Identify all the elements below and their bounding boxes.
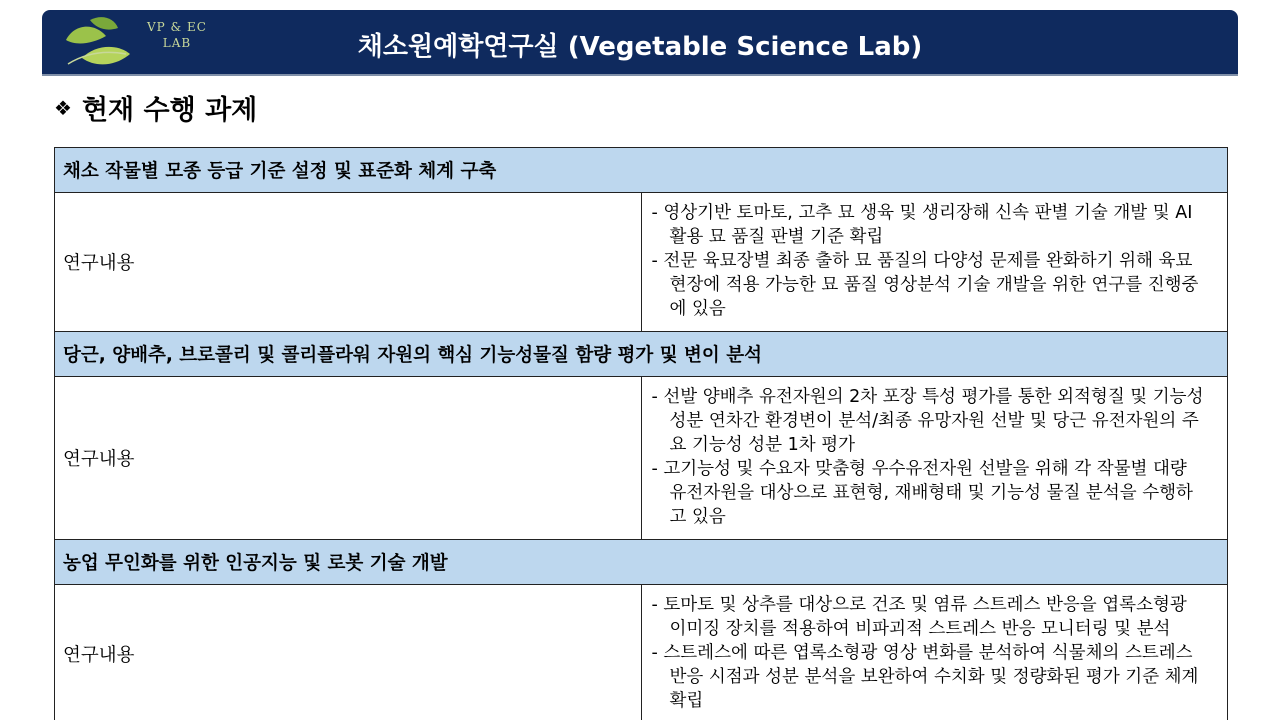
project-title: 채소 작물별 모종 등급 기준 설정 및 표준화 체계 구축 <box>55 148 1228 193</box>
page-title: 채소원예학연구실 (Vegetable Science Lab) <box>357 32 923 62</box>
research-content <box>641 193 1228 332</box>
content-item: - 영상기반 토마토, 고추 묘 생육 및 생리장해 신속 판별 기술 개발 및 AI 활용 묘 품질 판별 기준 확립 <box>651 203 1193 247</box>
content-item: - 토마토 및 상추를 대상으로 건조 및 염류 스트레스 반응을 엽록소형광 이미징 장치를 적용하여 비파괴적 스트레스 반응 모니터링 및 분석 <box>651 595 1187 639</box>
header-banner <box>42 10 1238 76</box>
section-heading <box>54 88 257 127</box>
diamond-bullet-icon: ❖ <box>54 95 72 120</box>
section-heading-text: 현재 수행 과제 <box>81 95 258 126</box>
research-content-label: 연구내용 <box>55 585 642 720</box>
content-item: - 고기능성 및 수요자 맞춤형 우수유전자원 선발을 위해 각 작물별 대량 유전자원을 대상으로 표현형, 재배형태 및 기능성 물질 분석을 수행하고 있음 <box>651 459 1193 527</box>
project-content-row <box>55 377 1228 540</box>
project-content-row <box>55 193 1228 332</box>
project-title: 당근, 양배추, 브로콜리 및 콜리플라워 자원의 핵심 기능성물질 함량 평가 및 변이 분석 <box>55 332 1228 377</box>
research-content-label: 연구내용 <box>55 377 642 540</box>
project-title: 농업 무인화를 위한 인공지능 및 로봇 기술 개발 <box>55 540 1228 585</box>
logo-text-line1: VP & EC <box>147 20 207 34</box>
project-title-row <box>55 540 1228 585</box>
research-content-label: 연구내용 <box>55 193 642 332</box>
project-title-row <box>55 148 1228 193</box>
content-item: - 전문 육묘장별 최종 출하 묘 품질의 다양성 문제를 완화하기 위해 육묘 현장에 적용 가능한 묘 품질 영상분석 기술 개발을 위한 연구를 진행중에 있음 <box>651 251 1199 319</box>
project-content-row <box>55 585 1228 720</box>
logo-text-line2: LAB <box>162 36 192 50</box>
projects-table <box>54 147 1228 720</box>
research-content <box>641 377 1228 540</box>
project-title-row <box>55 332 1228 377</box>
research-content <box>641 585 1228 720</box>
content-item: - 선발 양배추 유전자원의 2차 포장 특성 평가를 통한 외적형질 및 기능성 성분 연차간 환경변이 분석/최종 유망자원 선발 및 당근 유전자원의 주요 기능성 성분 1차 평가 <box>651 387 1204 455</box>
content-item: - 스트레스에 따른 엽록소형광 영상 변화를 분석하여 식물체의 스트레스 반응 시점과 성분 분석을 보완하여 수치화 및 정량화된 평가 기준 체계 확립 <box>651 643 1199 711</box>
